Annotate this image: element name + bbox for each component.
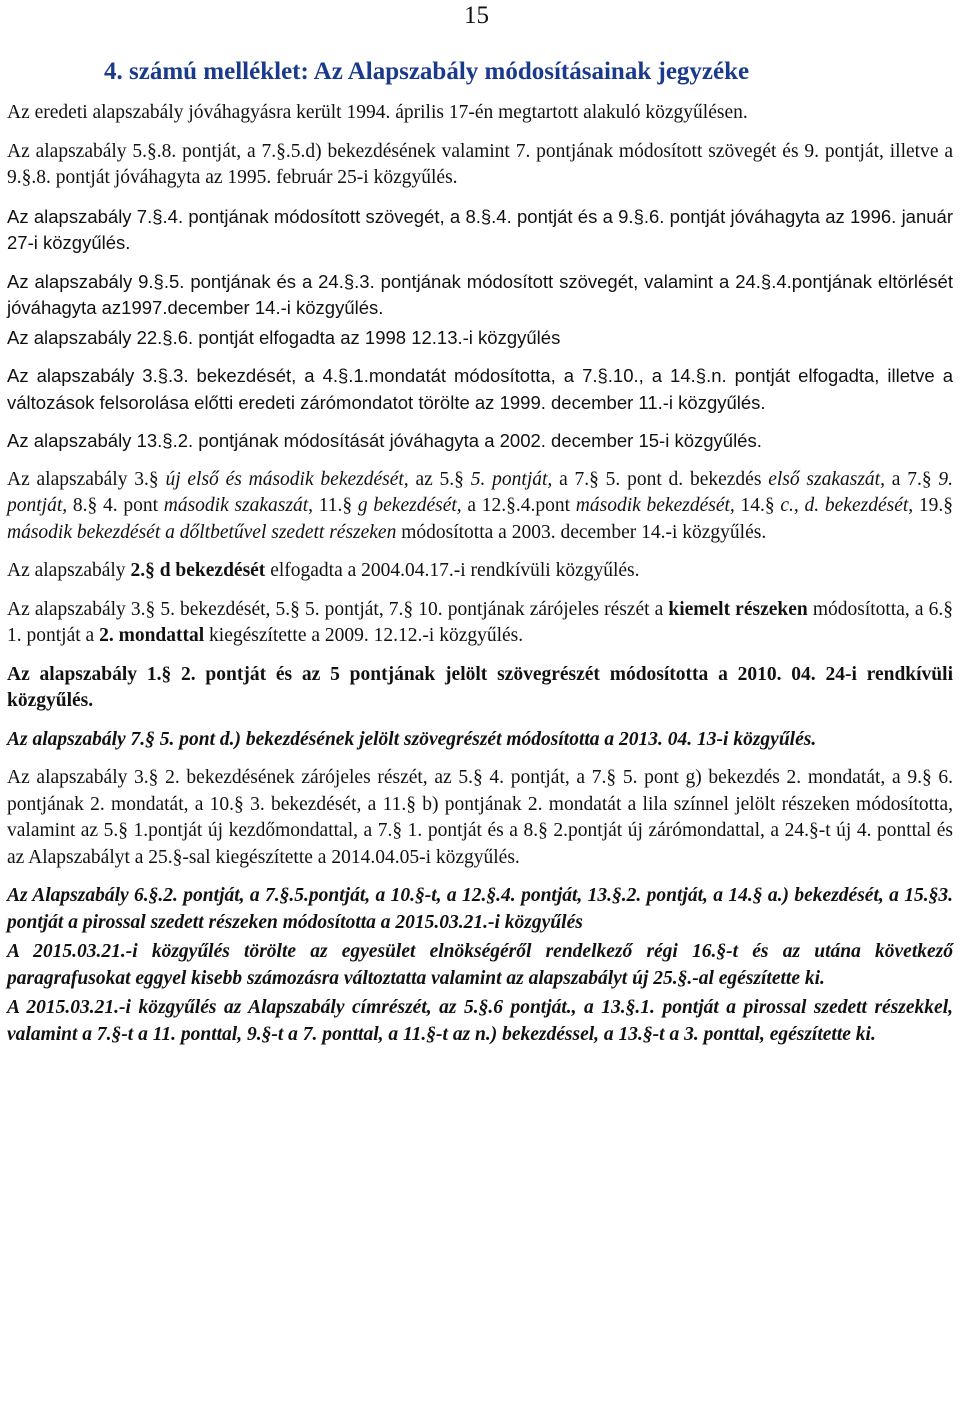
page-title: 4. számú melléklet: Az Alapszabály módosításainak jegyzéke <box>104 58 750 85</box>
text-run: 9. pontját, <box>7 468 954 516</box>
text-run: Az alapszabály 5.§.8. pontját, a 7.§.5.d) bekezdésének valamint 7. pontjának módosított szövegét és 9. pontját, illetve a 9.§.8. pontját jóváhagyta az 1995. február 25-i közgyűlés. <box>7 140 953 188</box>
amendment-paragraph <box>7 467 953 547</box>
text-run: a 7.§ 5. pont d. bekezdés <box>552 468 769 490</box>
text-run: Az alapszabály <box>7 560 131 581</box>
amendment-paragraph <box>7 995 953 1048</box>
text-run: Az alapszabály 3.§ 5. bekezdését, 5.§ 5. pontját, 7.§ 10. pontjának zárójeles részét a <box>7 598 669 620</box>
amendment-paragraph <box>7 100 953 127</box>
text-run: második szakaszát, <box>163 495 314 516</box>
text-run: 11.§ <box>313 495 358 516</box>
text-run: c., d. bekezdését, <box>780 495 914 516</box>
text-run: a 12.§.4.pont <box>461 495 576 516</box>
amendment-paragraph <box>7 363 953 416</box>
amendments-list <box>7 100 953 1060</box>
text-run: A 2015.03.21.-i közgyűlés az Alapszabály címrészét, az 5.§.6 pontját., a 13.§.1. pontját a pirossal szedett részekkel, valamint a 7.§-t a 11. ponttal, 9.§-t a 7. ponttal, a 11.§-t az n.) bekezdéssel, a 13.§-t a 3. ponttal, egészítette ki. <box>7 997 953 1045</box>
amendment-paragraph <box>7 727 953 754</box>
amendment-paragraph <box>7 883 953 936</box>
text-run: második bekezdését a dőltbetűvel szedett részeken <box>7 521 397 543</box>
text-run: új első és második bekezdését, <box>165 468 409 490</box>
text-run: Az alapszabály 3.§ <box>7 468 166 490</box>
text-run: a 7.§ <box>884 468 939 490</box>
text-run: módosította a 2003. december 14.-i közgyűlés. <box>396 521 767 543</box>
text-run: 2. mondattal <box>99 625 205 646</box>
text-run: Az alapszabály 7.§.4. pontjának módosított szövegét, a 8.§.4. pontját és a 9.§.6. pontját jóváhagyta az 1996. január 27-i közgyűlés. <box>7 205 953 253</box>
amendment-paragraph <box>7 939 953 992</box>
text-run: g bekezdését, <box>357 495 462 516</box>
text-run: módosította, a 6.§ 1. pontját a <box>7 598 953 646</box>
text-run: Az alapszabály 1.§ 2. pontját és az 5 pontjának jelölt szövegrészét módosította a 2010. 04. 24-i rendkívüli közgyűlés. <box>7 663 953 711</box>
amendment-paragraph <box>7 325 953 352</box>
text-run: Az Alapszabály 6.§.2. pontját, a 7.§.5.pontját, a 10.§-t, a 12.§.4. pontját, 13.§.2. pontját, a 14.§ a.) bekezdését, a 15.§3. pontját a pirossal szedett részeken módosította a 2015.03.21.-i közgyűlés <box>7 885 953 933</box>
text-run: 5. pontját, <box>470 468 553 490</box>
text-run: Az alapszabály 13.§.2. pontjának módosítását jóváhagyta a 2002. december 15-i közgyűlés. <box>7 430 762 451</box>
amendment-paragraph <box>7 428 953 455</box>
text-run: 8.§ 4. pont <box>67 495 164 516</box>
text-run: 14.§ <box>734 495 781 516</box>
text-run: második bekezdését, <box>575 495 735 516</box>
amendment-paragraph <box>7 765 953 871</box>
amendment-paragraph <box>7 662 953 715</box>
text-run: A 2015.03.21.-i közgyűlés törölte az egyesület elnökségéről rendelkező régi 16.§-t és az utána következő paragrafusokat eggyel kisebb számozásra változtatta valamint az alapszabályt új 25.§.-al egészítette ki. <box>7 941 953 989</box>
text-run: elfogadta a 2004.04.17.-i rendkívüli közgyűlés. <box>265 560 640 581</box>
text-run: Az alapszabály 9.§.5. pontjának és a 24.§.3. pontjának módosított szövegét, valamint a 24.§.4.pontjának eltörlését jóváhagyta az1997.december 14.-i közgyűlés. <box>7 270 953 318</box>
text-run: Az alapszabály 22.§.6. pontját elfogadta az 1998 12.13.-i közgyűlés <box>7 326 561 348</box>
text-run: kiegészítette a 2009. 12.12.-i közgyűlés. <box>204 625 524 646</box>
text-run: 19.§ <box>913 495 954 516</box>
amendment-paragraph <box>7 269 953 322</box>
text-run: 2.§ d bekezdését <box>130 560 266 581</box>
text-run: első szakaszát, <box>768 468 885 490</box>
text-run: Az alapszabály 3.§ 2. bekezdésének zárójeles részét, az 5.§ 4. pontját, a 7.§ 5. pont g) bekezdés 2. mondatát, a 9.§ 6. pontjának 2. mondatát, a 10.§ 3. bekezdését, a 11.§ b) pontjának 2. mondatát a lila színnel jelölt részeken módosította, valamint az 5.§ 1.pontját új kezdőmondattal, a 7.§ 1. pontját és a 8.§ 2.pontját új zárómondattal, a 24.§-t új 4. ponttal és az Alapszabályt a 25.§-sal kiegészítette a 2014.04.05-i közgyűlés. <box>7 767 953 868</box>
amendment-paragraph <box>7 597 953 650</box>
amendment-paragraph <box>7 204 953 257</box>
text-run: az 5.§ <box>408 468 471 490</box>
amendment-paragraph <box>7 139 953 192</box>
page-number: 15 <box>464 2 489 29</box>
text-run: Az eredeti alapszabály jóváhagyásra került 1994. április 17-én megtartott alakuló közgyűlésen. <box>7 102 748 123</box>
amendment-paragraph <box>7 558 953 585</box>
text-run: Az alapszabály 3.§.3. bekezdését, a 4.§.1.mondatát módosította, a 7.§.10., a 14.§.n. pontját elfogadta, illetve a változások felsorolása előtti eredeti zárómondatot törölte az 1999. december 11.-i közgyűlés. <box>7 365 953 413</box>
text-run: Az alapszabály 7.§ 5. pont d.) bekezdésének jelölt szövegrészét módosította a 2013. 04. 13-i közgyűlés. <box>7 728 817 750</box>
text-run: kiemelt részeken <box>668 598 808 620</box>
